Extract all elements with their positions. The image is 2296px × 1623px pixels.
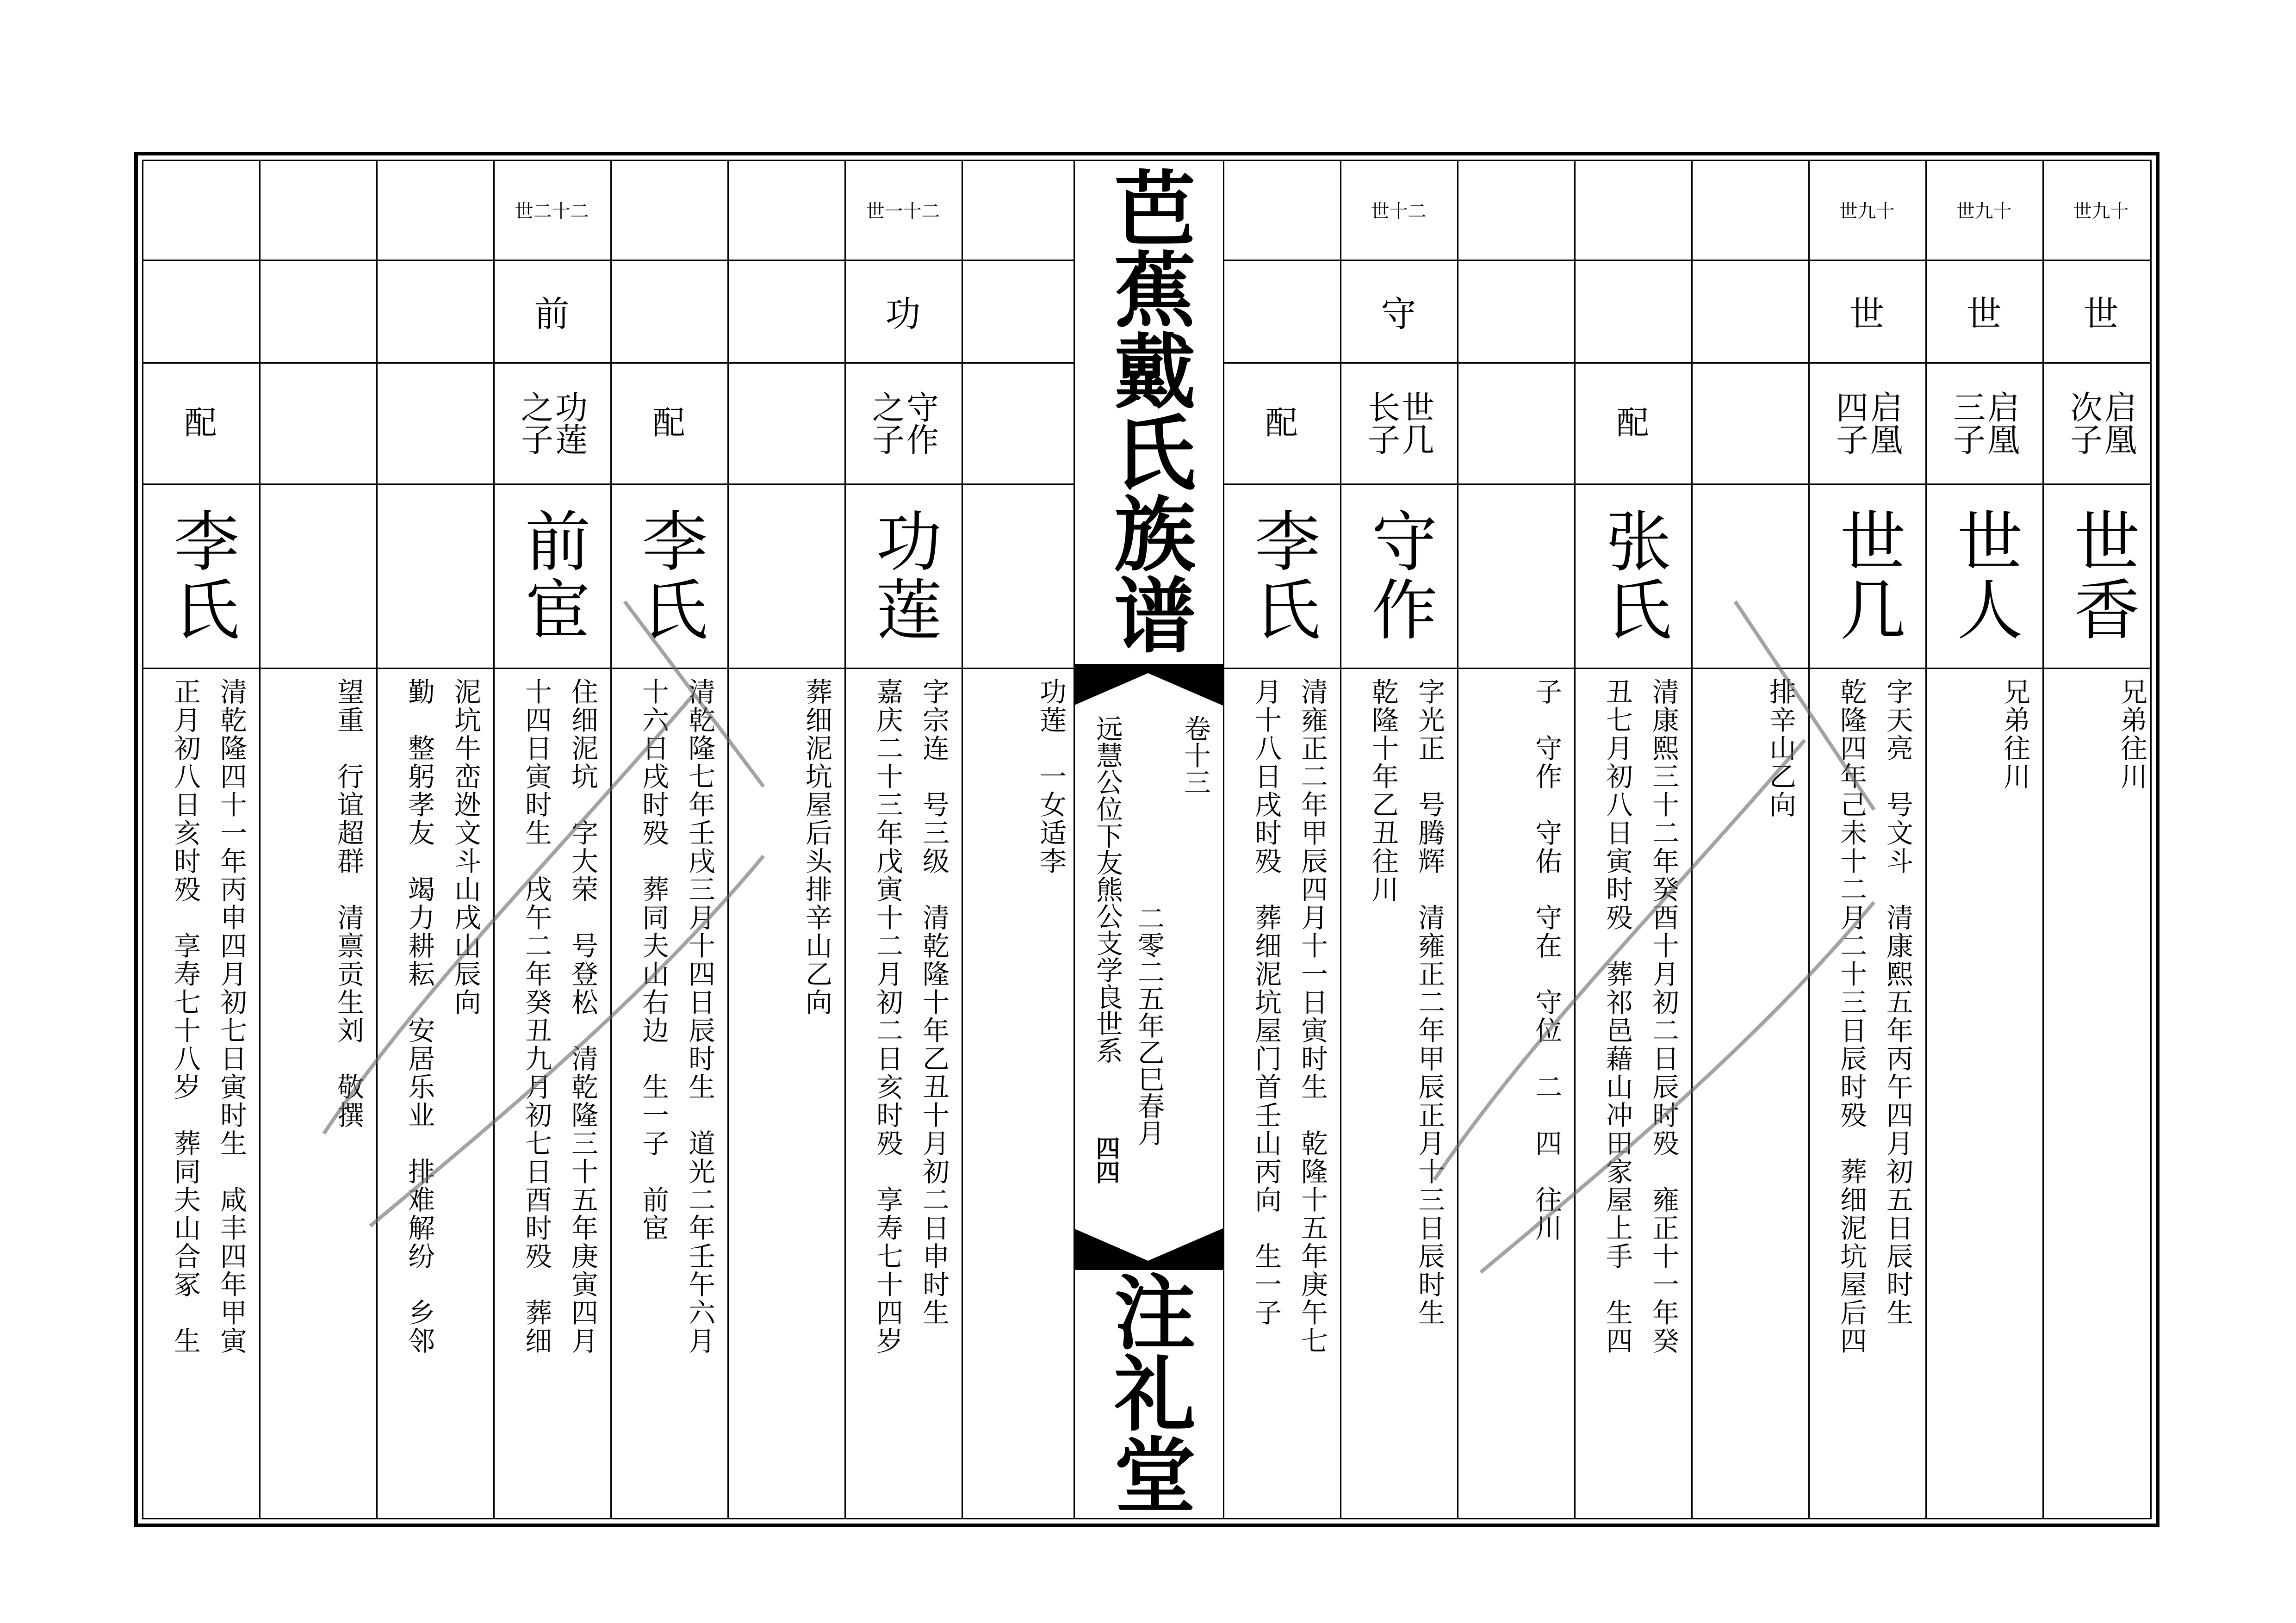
relation-text xyxy=(1617,406,1649,440)
relation-part: 配 xyxy=(652,404,685,442)
generation-char xyxy=(1223,260,1340,362)
center-info xyxy=(1074,664,1223,1270)
relation-cell xyxy=(962,362,1079,483)
column xyxy=(1808,160,1925,1519)
generation-char-text: 前 xyxy=(534,293,570,335)
relation-cell xyxy=(2042,362,2159,483)
generation-char xyxy=(1574,260,1691,362)
generation-char-text: 世 xyxy=(2083,293,2119,335)
relation-part: 功莲 xyxy=(550,390,588,455)
generation-label xyxy=(2042,160,2159,260)
relation-text xyxy=(185,406,217,440)
relation-part: 配 xyxy=(184,404,217,442)
branch-label: 远慧公位下友熊公支学良世系 xyxy=(1092,715,1123,1064)
relation-part: 之子 xyxy=(867,390,905,455)
person-name xyxy=(1223,483,1340,668)
generation-label-text: 世二十二 xyxy=(515,200,589,222)
person-name xyxy=(2042,483,2159,668)
biography-text-text: 子 守作 守佑 守在 守位 二 四 往川 xyxy=(1531,678,1562,1242)
generation-label xyxy=(727,160,844,260)
person-name-text: 李氏 xyxy=(1243,507,1320,644)
column xyxy=(844,160,962,1519)
hall-name xyxy=(1074,1270,1223,1515)
person-name-text: 守作 xyxy=(1360,507,1437,644)
center-strip xyxy=(1074,160,1223,1519)
generation-char xyxy=(2042,260,2159,362)
column xyxy=(1223,160,1340,1519)
relation-part: 世几 xyxy=(1396,390,1435,455)
person-name xyxy=(844,483,962,668)
biography-text xyxy=(962,668,1079,1513)
biography-text xyxy=(142,668,259,1513)
relation-part: 配 xyxy=(1616,404,1649,442)
column xyxy=(610,160,727,1519)
column xyxy=(1457,160,1574,1519)
biography-text xyxy=(1691,668,1808,1513)
generation-char xyxy=(493,260,610,362)
relation-cell xyxy=(844,362,962,483)
relation-text xyxy=(1950,390,2018,455)
generation-label xyxy=(1340,160,1457,260)
person-name xyxy=(493,483,610,668)
biography-text xyxy=(493,668,610,1513)
generation-char xyxy=(1808,260,1925,362)
edition-date: 二零二五年乙巳春月 xyxy=(1133,904,1165,1146)
generation-label-text: 世九十 xyxy=(1839,200,1895,222)
biography-text-text: 清乾隆四十一年丙申四月初七日寅时生 咸丰四年甲寅 正月初八日亥时殁 享寿七十八岁 葬同夫山合冢 生 xyxy=(169,678,247,1355)
generation-char xyxy=(1340,260,1457,362)
column xyxy=(259,160,376,1519)
fish-tail-bottom xyxy=(1074,1228,1223,1270)
column xyxy=(727,160,844,1519)
biography-text-text: 功莲 一女适李 xyxy=(1035,678,1067,875)
generation-label xyxy=(1925,160,2042,260)
generation-label xyxy=(142,160,259,260)
relation-text xyxy=(1266,406,1298,440)
biography-text-text: 住细泥坑 字大荣 号登松 清乾隆三十五年庚寅四月 十四日寅时生 戌午二年癸丑九月初七日酉时殁 葬细 xyxy=(521,678,598,1355)
biography-text-text: 清雍正二年甲辰四月十一日寅时生 乾隆十五年庚午七 月十八日戌时殁 葬细泥坑屋门首壬山丙向 生一子 xyxy=(1250,678,1328,1355)
person-name-text: 前宦 xyxy=(514,507,590,644)
person-name-text: 张氏 xyxy=(1595,507,1671,644)
generation-label xyxy=(493,160,610,260)
book-title xyxy=(1074,160,1223,659)
relation-part: 守作 xyxy=(901,390,939,455)
biography-text xyxy=(1925,668,2042,1513)
relation-cell xyxy=(1574,362,1691,483)
column xyxy=(142,160,259,1519)
column xyxy=(1574,160,1691,1519)
column xyxy=(1925,160,2042,1519)
person-name xyxy=(376,483,493,668)
person-name-text: 李氏 xyxy=(631,507,707,644)
biography-text xyxy=(727,668,844,1513)
person-name xyxy=(1457,483,1574,668)
relation-cell xyxy=(493,362,610,483)
relation-part: 启凰 xyxy=(1865,390,1903,455)
person-name-text: 世人 xyxy=(1946,507,2023,644)
generation-label xyxy=(962,160,1079,260)
generation-char xyxy=(1457,260,1574,362)
hall-name-text: 注礼堂 xyxy=(1100,1270,1197,1514)
generation-label xyxy=(1808,160,1925,260)
relation-part: 配 xyxy=(1265,404,1298,442)
column xyxy=(1691,160,1808,1519)
person-name xyxy=(1925,483,2042,668)
generation-label-text: 世一十二 xyxy=(866,200,940,222)
biography-text-text: 字天亮 号文斗 清康熙五年丙午四月初五日辰时生 乾隆四年己未十二月二十三日辰时殁 葬细泥坑屋后四 xyxy=(1836,678,1913,1355)
person-name xyxy=(610,483,727,668)
column xyxy=(1340,160,1457,1519)
biography-text xyxy=(1808,668,1925,1513)
biography-text xyxy=(376,668,493,1513)
relation-cell xyxy=(610,362,727,483)
generation-label xyxy=(376,160,493,260)
relation-cell xyxy=(1223,362,1340,483)
column xyxy=(2042,160,2159,1519)
generation-label xyxy=(844,160,962,260)
column xyxy=(493,160,610,1519)
relation-part: 三子 xyxy=(1948,390,1986,455)
biography-text-text: 字宗连 号三级 清乾隆十年乙丑十月初二日申时生 嘉庆二十三年戊寅十二月初二日亥时殁 享寿七十四岁 xyxy=(872,678,949,1355)
generation-label-text: 世九十 xyxy=(2073,200,2129,222)
relation-part: 次子 xyxy=(2065,390,2103,455)
biography-text-text: 兄弟往川 xyxy=(1999,678,2030,791)
biography-text-text: 清康熙三十二年癸酉十月初二日辰时殁 雍正十一年癸 丑七月初八日寅时殁 葬祁邑藉山冲田家屋上手 生四 xyxy=(1601,678,1679,1355)
person-name xyxy=(1340,483,1457,668)
biography-text-text: 兄弟往川 xyxy=(2116,678,2147,791)
relation-part: 长子 xyxy=(1362,390,1401,455)
relation-cell xyxy=(1457,362,1574,483)
generation-char-text: 世 xyxy=(1849,293,1885,335)
column xyxy=(376,160,493,1519)
person-name-text: 李氏 xyxy=(162,507,239,644)
relation-cell xyxy=(1925,362,2042,483)
person-name-text: 世几 xyxy=(1829,507,1905,644)
relation-text xyxy=(1833,390,1901,455)
volume-label: 卷十三 xyxy=(1179,715,1211,795)
relation-cell xyxy=(1340,362,1457,483)
relation-part: 启凰 xyxy=(2099,390,2137,455)
generation-label xyxy=(1691,160,1808,260)
person-name xyxy=(962,483,1079,668)
person-name xyxy=(259,483,376,668)
person-name-text: 功莲 xyxy=(865,507,942,644)
biography-text-text: 排辛山乙向 xyxy=(1765,678,1796,819)
biography-text xyxy=(610,668,727,1513)
person-name xyxy=(727,483,844,668)
generation-char xyxy=(610,260,727,362)
biography-text xyxy=(1340,668,1457,1513)
biography-text-text: 字光正 号腾辉 清雍正二年甲辰正月十三日辰时生 乾隆十年乙丑往川 xyxy=(1367,678,1445,1327)
biography-text xyxy=(1457,668,1574,1513)
relation-cell xyxy=(142,362,259,483)
biography-text xyxy=(1223,668,1340,1513)
person-name xyxy=(1574,483,1691,668)
biography-text-text: 泥坑牛峦迯文斗山戌山辰向 勤 整躬孝友 竭力耕耘 安居乐业 排难解纷 乡邻 xyxy=(403,678,481,1355)
person-name xyxy=(1808,483,1925,668)
generation-char-text: 功 xyxy=(885,293,921,335)
relation-cell xyxy=(376,362,493,483)
biography-text-text: 葬细泥坑屋后头排辛山乙向 xyxy=(801,678,832,1016)
relation-part: 启凰 xyxy=(1982,390,2020,455)
relation-text xyxy=(1362,390,1435,455)
person-name-text: 世香 xyxy=(2063,507,2140,644)
fish-tail-top xyxy=(1074,664,1223,706)
person-name xyxy=(1691,483,1808,668)
generation-label xyxy=(1457,160,1574,260)
page-number: 四四 xyxy=(1092,1136,1120,1184)
biography-text-text: 望重 行谊超群 清禀贡生刘 敬撰 xyxy=(333,678,364,1129)
generation-char-text: 世 xyxy=(1966,293,2002,335)
generation-char xyxy=(844,260,962,362)
generation-char xyxy=(142,260,259,362)
relation-text xyxy=(2067,390,2135,455)
relation-cell xyxy=(1808,362,1925,483)
generation-label xyxy=(1574,160,1691,260)
relation-part: 四子 xyxy=(1831,390,1869,455)
generation-label-text: 世九十 xyxy=(1956,200,2012,222)
relation-cell xyxy=(259,362,376,483)
relation-part: 之子 xyxy=(515,390,554,455)
relation-cell xyxy=(727,362,844,483)
biography-text xyxy=(844,668,962,1513)
relation-text xyxy=(869,390,937,455)
relation-text xyxy=(515,390,588,455)
book-title-text: 芭蕉戴氏族谱 xyxy=(1100,166,1197,655)
generation-label xyxy=(610,160,727,260)
generation-label-text: 世十二 xyxy=(1371,200,1427,222)
generation-char xyxy=(376,260,493,362)
generation-char xyxy=(962,260,1079,362)
generation-char xyxy=(727,260,844,362)
relation-text xyxy=(653,406,685,440)
person-name xyxy=(142,483,259,668)
generation-char xyxy=(1691,260,1808,362)
biography-text-text: 清乾隆七年壬戌三月十四日辰时生 道光二年壬午六月 十六日戌时殁 葬同夫山右边 生一子 前宦 xyxy=(638,678,715,1355)
generation-char-text: 守 xyxy=(1381,293,1416,335)
relation-cell xyxy=(1691,362,1808,483)
biography-text xyxy=(259,668,376,1513)
biography-text xyxy=(2042,668,2159,1513)
generation-char xyxy=(259,260,376,362)
biography-text xyxy=(1574,668,1691,1513)
generation-label xyxy=(1223,160,1340,260)
generation-label xyxy=(259,160,376,260)
column xyxy=(962,160,1079,1519)
generation-char xyxy=(1925,260,2042,362)
